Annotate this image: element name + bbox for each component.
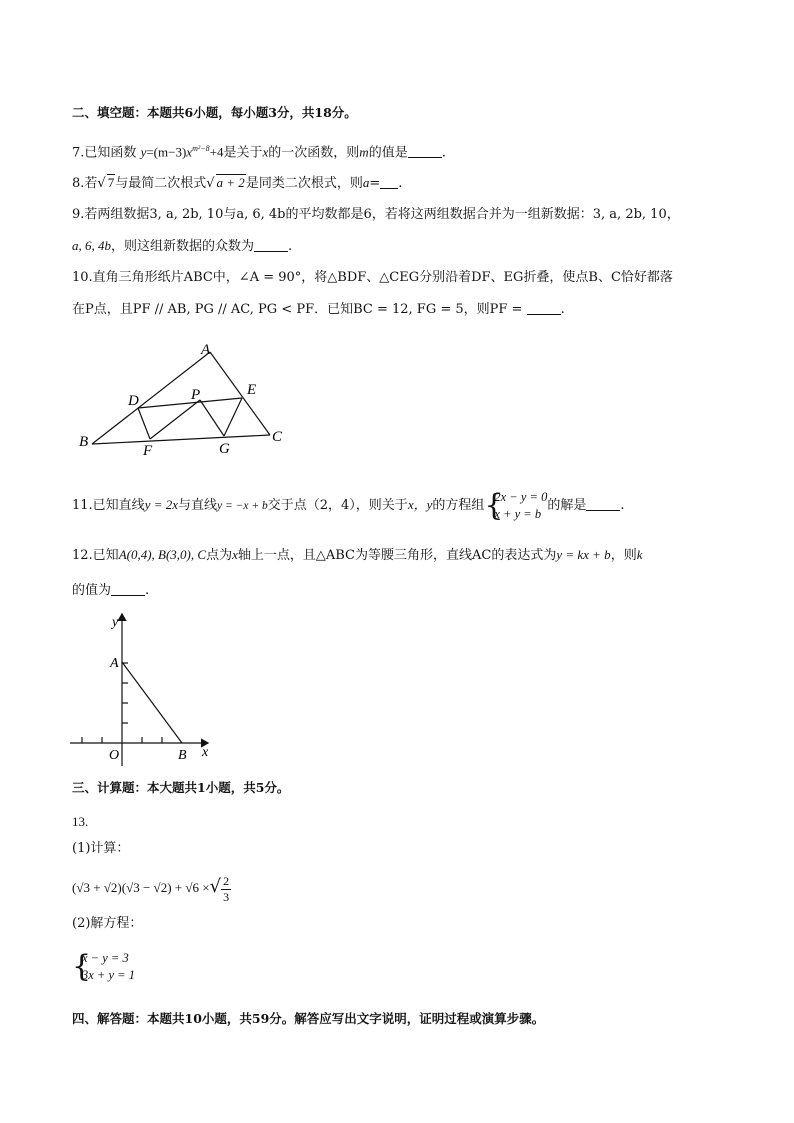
answer-blank	[527, 300, 561, 315]
label-B: B	[178, 748, 187, 763]
coordinate-figure	[68, 610, 228, 766]
section-heading-4: 四、解答题：本题共10小题，共59分。解答应写出文字说明，证明过程或演算步骤。	[72, 1011, 545, 1026]
section-heading-2: 二、填空题：本题共6小题，每小题3分，共18分。	[72, 105, 357, 120]
triangle-figure	[76, 338, 296, 460]
question-8: 8.若√ 7与最简二次根式√ a + 2是同类二次根式，则a= .	[72, 175, 403, 191]
label-G: G	[219, 441, 230, 457]
answer-blank	[586, 496, 620, 511]
section-heading-3: 三、计算题：本大题共1小题，共5分。	[72, 780, 290, 795]
question-9-line-1: 9.若两组数据3, a, 2b, 10与a, 6, 4b的平均数都是6，若将这两组数据合并为一组新数据：3, a, 2b, 10，	[72, 207, 680, 222]
equation-system: { x − y = 3 3x + y = 1	[72, 949, 135, 984]
question-12-line-1: 12.已知A(0,4), B(3,0), C点为x轴上一点，且△ABC为等腰三角形，直线AC的表达式为y = kx + b，则k	[72, 547, 643, 563]
question-10-line-1: 10.直角三角形纸片ABC中，∠A = 90°，将△BDF、△CEG分别沿着DF、EG折叠，使点B、C恰好都落	[72, 270, 673, 285]
question-13-part-1: (1)计算：	[72, 841, 130, 856]
answer-blank	[408, 143, 442, 158]
label-y-axis: y	[112, 615, 119, 630]
question-9-line-2: a, 6, 4b，则这组新数据的众数为 .	[72, 238, 293, 254]
label-x-axis: x	[202, 745, 209, 760]
label-F: F	[143, 443, 153, 459]
question-11: 11.已知直线y = 2x与直线y = −x + b交于点（2，4），则关于x，y的方程组 { 2x − y = 0 x + y = b 的解是 .	[72, 487, 625, 523]
question-7: 7.已知函数 $y=(m-3)x^{m^2-8}+4$是关于x的一次函数，则m的值是 .	[72, 144, 446, 161]
fraction-two-thirds: $\frac{2}{3}$	[223, 873, 230, 904]
question-13-number: 13.	[72, 814, 89, 829]
question-13-part-2: (2)解方程：	[72, 916, 143, 931]
label-A: A	[110, 656, 119, 671]
label-B: B	[79, 434, 89, 450]
question-12-line-2: 的值为 .	[72, 583, 150, 598]
answer-blank	[380, 174, 398, 189]
answer-blank	[111, 581, 145, 596]
question-13-system	[72, 950, 135, 988]
label-D: D	[128, 393, 139, 409]
question-10-line-2: 在P点，且PF // AB, PG // AC, PG < PF．已知BC = 12, FG = 5，则PF = .	[72, 302, 565, 317]
label-A: A	[201, 342, 211, 358]
answer-blank	[254, 237, 288, 252]
label-O: O	[109, 748, 120, 763]
question-13-expression: (√3 + √2)(√3 − √2) + √6 ×√ $\frac{2}{3}$	[72, 873, 230, 904]
label-P: P	[191, 387, 201, 403]
label-C: C	[272, 429, 283, 445]
equation-system: { 2x − y = 0 x + y = b	[484, 487, 548, 523]
label-E: E	[247, 382, 257, 398]
